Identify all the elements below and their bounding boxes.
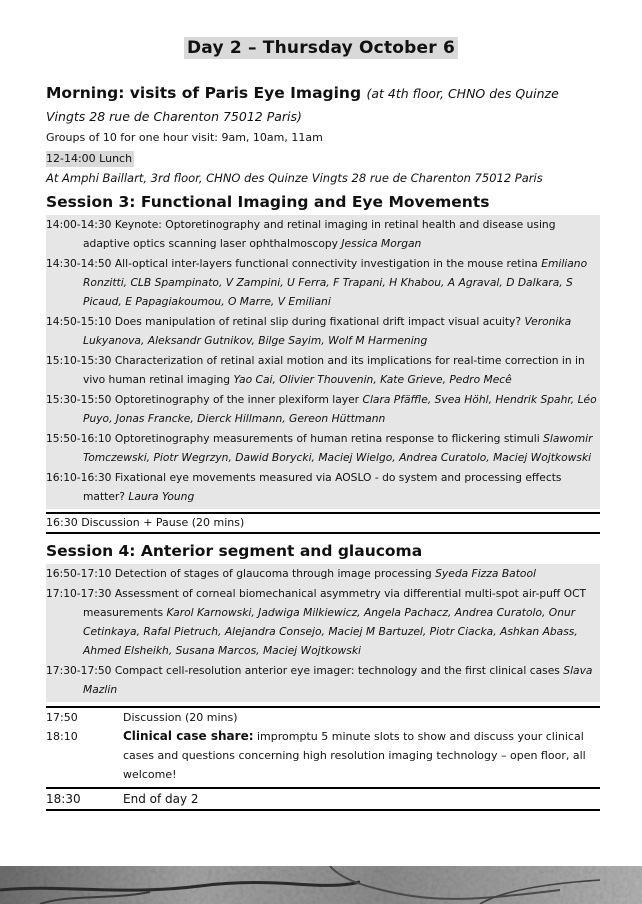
schedule-row xyxy=(46,708,600,727)
day-title: Day 2 – Thursday October 6 xyxy=(184,37,458,59)
closing-schedule xyxy=(46,706,600,784)
session3-discussion: 16:30 Discussion + Pause (20 mins) xyxy=(46,512,600,534)
morning-heading: Morning: visits of Paris Eye Imaging xyxy=(46,84,362,102)
morning-groups: Groups of 10 for one hour visit: 9am, 10am, 11am xyxy=(46,131,323,144)
session3-heading: Session 3: Functional Imaging and Eye Movements xyxy=(46,193,490,211)
talk-item: 14:50-15:10 Does manipulation of retinal slip during fixational drift impact visual acuity? Veronika Lukyanova, Aleksandr Gutnikov, Bilge Sayim, Wolf M Harmening xyxy=(46,315,572,347)
session4-heading: Session 4: Anterior segment and glaucoma xyxy=(46,542,423,560)
schedule-row xyxy=(46,727,600,784)
day-title-wrap xyxy=(0,37,642,59)
schedule-desc: Clinical case share: impromptu 5 minute slots to show and discuss your clinical cases and questions concerning high resolution imaging technology – open floor, all welcome! xyxy=(123,729,586,781)
end-time: 18:30 xyxy=(46,792,81,806)
talk-item: 15:10-15:30 Characterization of retinal axial motion and its implications for real-time correction in in vivo human retinal imaging Yao Cai, Olivier Thouvenin, Kate Grieve, Pedro Mecê xyxy=(46,354,585,386)
morning-heading-block xyxy=(46,82,600,128)
end-desc: End of day 2 xyxy=(123,792,199,806)
talk-item: 14:00-14:30 Keynote: Optoretinography and retinal imaging in retinal health and disease using adaptive optics scanning laser ophthalmoscopy Jessica Morgan xyxy=(46,218,556,250)
end-of-day-row xyxy=(46,787,600,811)
talk-item: 15:30-15:50 Optoretinography of the inner plexiform layer Clara Pfäffle, Svea Höhl, Hendrik Spahr, Léo Puyo, Jonas Francke, Dierck Hillmann, Gereon Hüttmann xyxy=(46,393,597,425)
retinal-image-strip xyxy=(0,866,642,904)
talk-item: 17:10-17:30 Assessment of corneal biomechanical asymmetry via differential multi-spot air-puff OCT measurements Karol Karnowski, Jadwiga Milkiewicz, Angela Pachacz, Andrea Curatolo, Onur Cetinkaya, Rafal Pietruch, Alejandra Consejo, Maciej M Bartuzel, Piotr Ciacka, Ashkan Abass, Ahmed Elsheikh, Susana Marcos, Maciej Wojtkowski xyxy=(46,587,587,657)
program-content xyxy=(46,82,600,811)
session3-talks xyxy=(46,215,600,509)
morning-location: (at 4th floor, CHNO des Quinze Vingts 28 rue de Charenton 75012 Paris) xyxy=(46,86,559,124)
lunch-note: 12-14:00 Lunch xyxy=(46,152,133,165)
talk-item: 16:10-16:30 Fixational eye movements measured via AOSLO - do system and processing effects matter? Laura Young xyxy=(46,471,562,503)
talk-item: 15:50-16:10 Optoretinography measurements of human retina response to flickering stimuli Slawomir Tomczewski, Piotr Wegrzyn, Dawid Borycki, Maciej Wielgo, Andrea Curatolo, Maciej Wojtkowski xyxy=(46,432,593,464)
talk-item: 16:50-17:10 Detection of stages of glaucoma through image processing Syeda Fizza Batool xyxy=(46,567,536,580)
schedule-desc: Discussion (20 mins) xyxy=(123,711,238,724)
session4-talks xyxy=(46,564,600,702)
talk-item: 17:30-17:50 Compact cell-resolution anterior eye imager: technology and the first clinical cases Slava Mazlin xyxy=(46,664,593,696)
schedule-time: 17:50 xyxy=(46,711,78,724)
talk-item: 14:30-14:50 All-optical inter-layers functional connectivity investigation in the mouse retina Emiliano Ronzitti, CLB Spampinato, V Zampini, U Ferra, F Trapani, H Khabou, A Agraval, D Dalkara, S Picaud, E Papagiakoumou, O Marre, V Emiliani xyxy=(46,257,588,308)
amphi-location: At Amphi Baillart, 3rd floor, CHNO des Quinze Vingts 28 rue de Charenton 75012 Paris xyxy=(46,171,543,185)
schedule-time: 18:10 xyxy=(46,730,78,743)
